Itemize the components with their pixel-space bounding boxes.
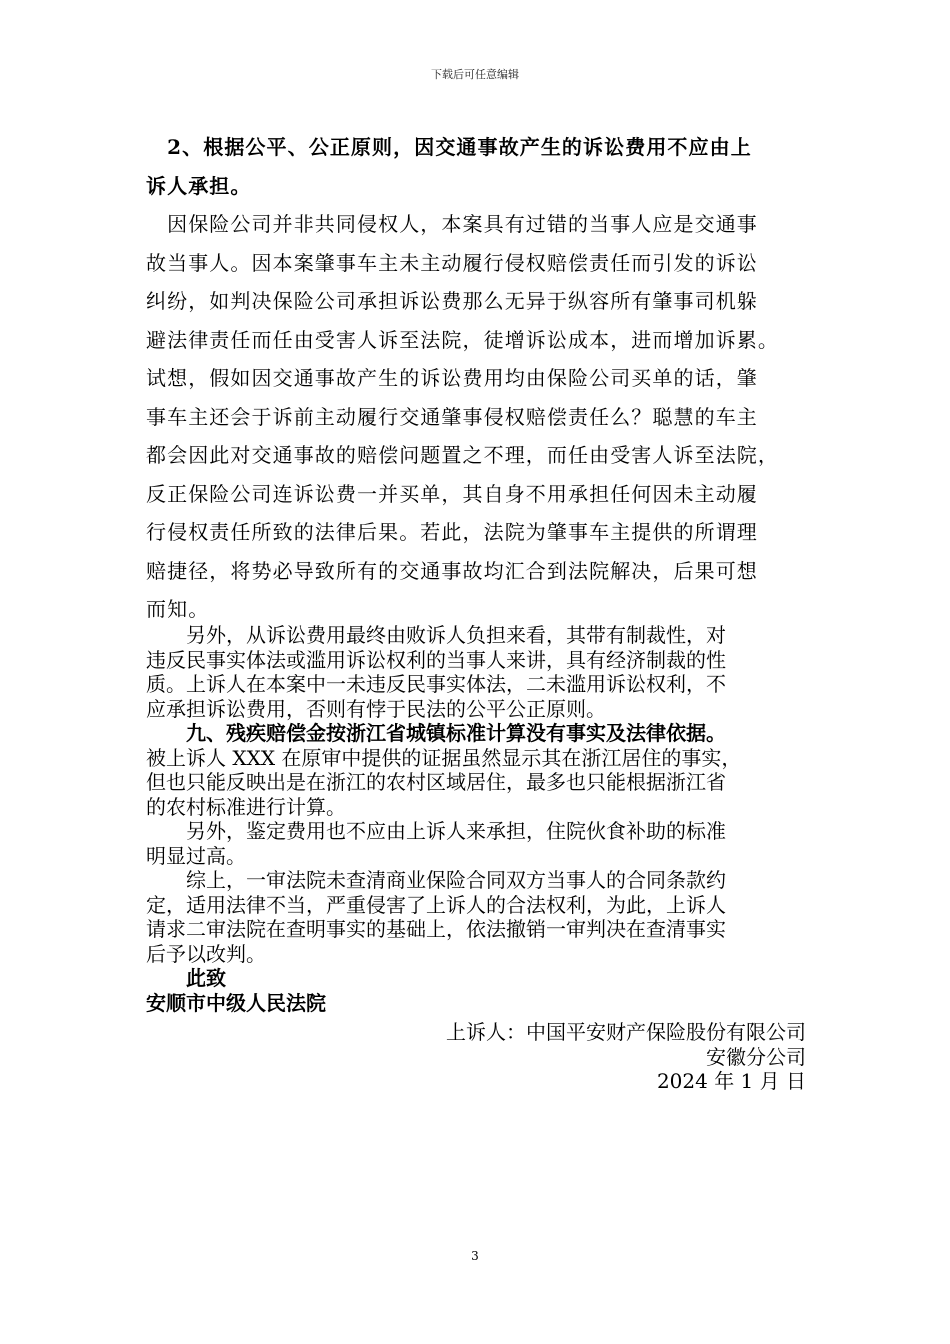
page-number: 3 (471, 1249, 479, 1263)
appellant-branch: 安徽分公司 (706, 1044, 806, 1069)
body-line: 故当事人。因本案肇事车主未主动履行侵权赔偿责任而引发的诉讼 (146, 250, 758, 275)
section-2-body (146, 205, 806, 629)
body-line: 另外，鉴定费用也不应由上诉人来承担，住院伙食补助的标准 (146, 819, 726, 843)
body-line: 避法律责任而任由受害人诉至法院，徒增诉讼成本，进而增加诉累。 (146, 327, 779, 352)
body-line: 后予以改判。 (146, 941, 266, 966)
body-line: 明显过高。 (146, 843, 246, 868)
body-line: 行侵权责任所致的法律后果。若此，法院为肇事车主提供的所谓理 (146, 520, 758, 544)
body-line: 都会因此对交通事故的赔偿问题置之不理，而任由受害人诉至法院， (146, 443, 779, 467)
heading-line: 诉人承担。 (146, 173, 252, 198)
body-line: 被上诉人 XXX 在原审中提供的证据虽然显示其在浙江居住的事实， (146, 745, 742, 770)
body-line: 因保险公司并非共同侵权人，本案具有过错的当事人应是交通事 (146, 212, 758, 236)
body-line: 另外，从诉讼费用最终由败诉人负担来看，其带有制裁性，对 (146, 623, 726, 647)
body-line: 违反民事实体法或滥用诉讼权利的当事人来讲，具有经济制裁的性 (146, 647, 726, 672)
section-heading-9: 九、残疾赔偿金按浙江省城镇标准计算没有事实及法律依据。 (146, 721, 726, 745)
body-line: 综上，一审法院未查清商业保险合同双方当事人的合同条款约 (146, 868, 726, 892)
body-line: 但也只能反映出是在浙江的农村区域居住，最多也只能根据浙江省 (146, 770, 726, 794)
body-line: 赔捷径，将势必导致所有的交通事故均汇合到法院解决，后果可想 (146, 558, 758, 583)
body-line: 试想，假如因交通事故产生的诉讼费用均由保险公司买单的话，肇 (146, 366, 758, 390)
heading-line: 2、根据公平、公正原则，因交通事故产生的诉讼费用不应由上 (146, 135, 752, 159)
page-header: 下载后可任意编辑 (431, 68, 519, 81)
body-line: 请求二审法院在查明事实的基础上，依法撤销一审判决在查清事实 (146, 917, 726, 941)
body-line: 而知。 (146, 597, 210, 621)
body-line: 定，适用法律不当，严重侵害了上诉人的合法权利，为此，上诉人 (146, 892, 726, 917)
body-line: 反正保险公司连诉讼费一并买单，其自身不用承担任何因未主动履 (146, 481, 758, 506)
section-continuation (146, 623, 806, 1015)
court-name: 安顺市中级人民法院 (146, 990, 326, 1015)
appellant-line: 上诉人：中国平安财产保险股份有限公司 (446, 1020, 806, 1044)
body-line: 纠纷，如判决保险公司承担诉讼费那么无异于纵容所有肇事司机躲 (146, 289, 758, 313)
body-line: 质。上诉人在本案中一未违反民事实体法，二未滥用诉讼权利，不 (146, 672, 726, 696)
body-line: 应承担诉讼费用，否则有悖于民法的公平公正原则。 (146, 696, 606, 721)
salutation: 此致 (146, 966, 226, 990)
signature-block (146, 1020, 806, 1094)
signature-date: 2024 年 1 月 日 (656, 1069, 806, 1093)
body-line: 事车主还会于诉前主动履行交通肇事侵权赔偿责任么？聪慧的车主 (146, 404, 758, 429)
section-heading-2 (146, 128, 806, 205)
body-line: 的农村标准进行计算。 (146, 794, 346, 819)
